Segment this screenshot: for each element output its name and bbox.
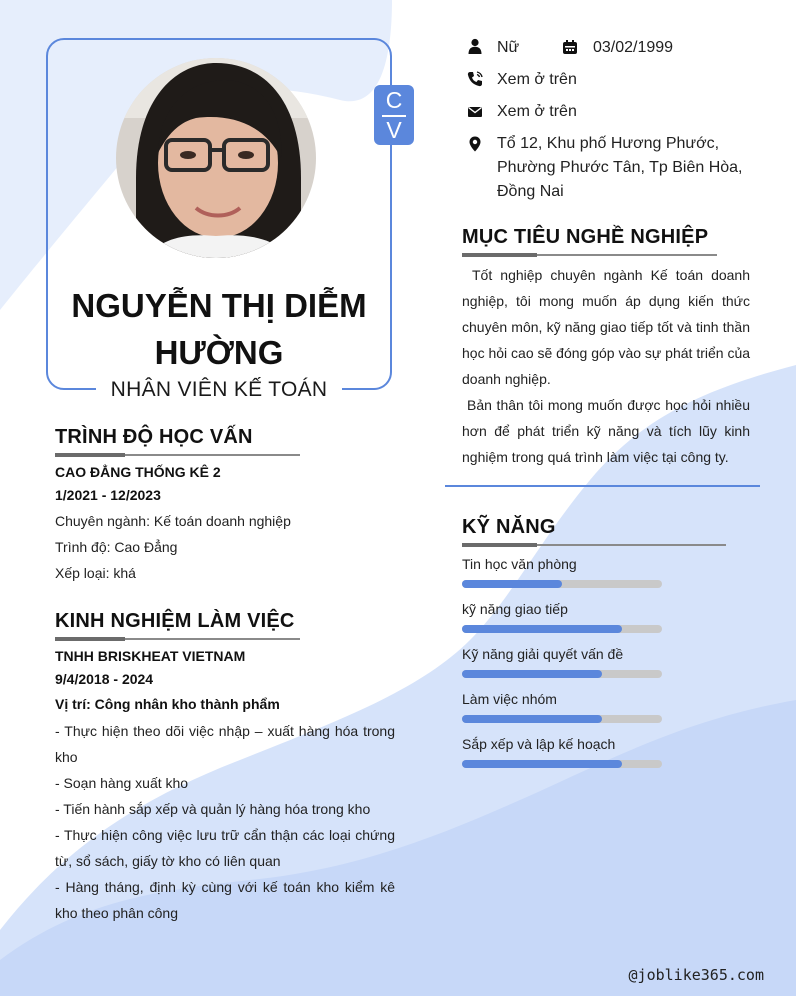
job-title: NHÂN VIÊN KẾ TOÁN — [110, 378, 328, 401]
experience-task-3: - Tiến hành sắp xếp và quản lý hàng hóa trong kho — [55, 801, 371, 817]
skills-rule-accent — [462, 543, 537, 547]
experience-task-1: - Thực hiện theo dõi việc nhập – xuất hàng hóa trong kho — [55, 723, 395, 765]
email-text: Xem ở trên — [497, 103, 577, 120]
profile-name — [56, 282, 382, 376]
skill-bar-track — [462, 580, 662, 588]
footer-handle: @joblike365.com — [628, 966, 764, 984]
skill-bar-track — [462, 715, 662, 723]
section-divider — [445, 485, 760, 487]
experience-task-4: - Thực hiện công việc lưu trữ cẩn thận các loại chứng từ, sổ sách, giấy tờ kho có liên quan — [55, 827, 395, 869]
skill-bar-fill — [462, 580, 562, 588]
objective-paragraph-2: Bản thân tôi mong muốn được học hỏi nhiều hơn để phát triển kỹ năng và tích lũy kinh nghiệm trong quá trình làm việc tại công ty. — [462, 397, 750, 465]
skill-label: Tin học văn phòng — [462, 556, 577, 572]
birthday-text: 03/02/1999 — [593, 39, 674, 56]
skill-bar-fill — [462, 715, 602, 723]
skill-bar-track — [462, 625, 662, 633]
phone-text: Xem ở trên — [497, 71, 577, 88]
skill-label: kỹ năng giao tiếp — [462, 601, 568, 617]
address-line2: Phường Phước Tân, Tp Biên Hòa, — [497, 159, 743, 176]
skills-heading: KỸ NĂNG — [462, 516, 556, 538]
skill-bar-track — [462, 670, 662, 678]
address-line3: Đồng Nai — [497, 183, 564, 200]
education-major: Chuyên ngành: Kế toán doanh nghiệp — [55, 513, 291, 529]
job-title-box — [96, 375, 342, 405]
profile-photo — [116, 58, 316, 258]
experience-company: TNHH BRISKHEAT VIETNAM — [55, 648, 246, 664]
experience-task-5: - Hàng tháng, định kỳ cùng với kế toán kho kiểm kê kho theo phân công — [55, 879, 395, 921]
experience-task-2: - Soạn hàng xuất kho — [55, 775, 189, 791]
skill-label: Làm việc nhóm — [462, 691, 557, 707]
skill-bar-fill — [462, 625, 622, 633]
gender-text: Nữ — [497, 39, 520, 56]
profile-name-line2: HƯỜNG — [154, 334, 284, 371]
cv-badge — [374, 85, 414, 145]
address-line1: Tổ 12, Khu phố Hương Phước, — [497, 135, 720, 152]
skill-bar-fill — [462, 760, 622, 768]
objective-paragraph-1: Tốt nghiệp chuyên ngành Kế toán doanh nghiệp, tôi mong muốn áp dụng kiến thức chuyên môn, kỹ năng giao tiếp tốt và tinh thần học hỏi cao sẽ đóng góp vào sự phát triển của doanh nghiệp. — [462, 267, 751, 387]
experience-rule-accent — [55, 637, 125, 641]
education-period: 1/2021 - 12/2023 — [55, 487, 161, 503]
education-grade: Xếp loại: khá — [55, 565, 136, 581]
education-heading: TRÌNH ĐỘ HỌC VẤN — [55, 426, 253, 448]
phone-icon — [467, 71, 483, 87]
objective-rule-accent — [462, 253, 537, 257]
skill-label: Kỹ năng giải quyết vấn đề — [462, 646, 624, 662]
address-block — [497, 132, 757, 204]
skill-label: Sắp xếp và lập kế hoạch — [462, 736, 616, 752]
experience-heading: KINH NGHIỆM LÀM VIỆC — [55, 610, 295, 632]
experience-period: 9/4/2018 - 2024 — [55, 671, 154, 687]
skill-bar-track — [462, 760, 662, 768]
profile-name-line1: NGUYỄN THỊ DIỄM — [71, 287, 367, 324]
education-level: Trình độ: Cao Đẳng — [55, 539, 178, 555]
cv-badge-bottom: V — [386, 117, 402, 143]
location-icon — [467, 136, 483, 152]
skill-bar-fill — [462, 670, 602, 678]
education-school: CAO ĐẲNG THỐNG KÊ 2 — [55, 464, 221, 480]
cv-badge-top: C — [385, 87, 403, 113]
experience-position: Vị trí: Công nhân kho thành phẩm — [55, 696, 280, 712]
calendar-icon — [562, 39, 578, 55]
objective-heading: MỤC TIÊU NGHỀ NGHIỆP — [462, 226, 709, 248]
person-icon — [467, 38, 483, 54]
mail-icon — [467, 104, 483, 120]
education-rule-accent — [55, 453, 125, 457]
